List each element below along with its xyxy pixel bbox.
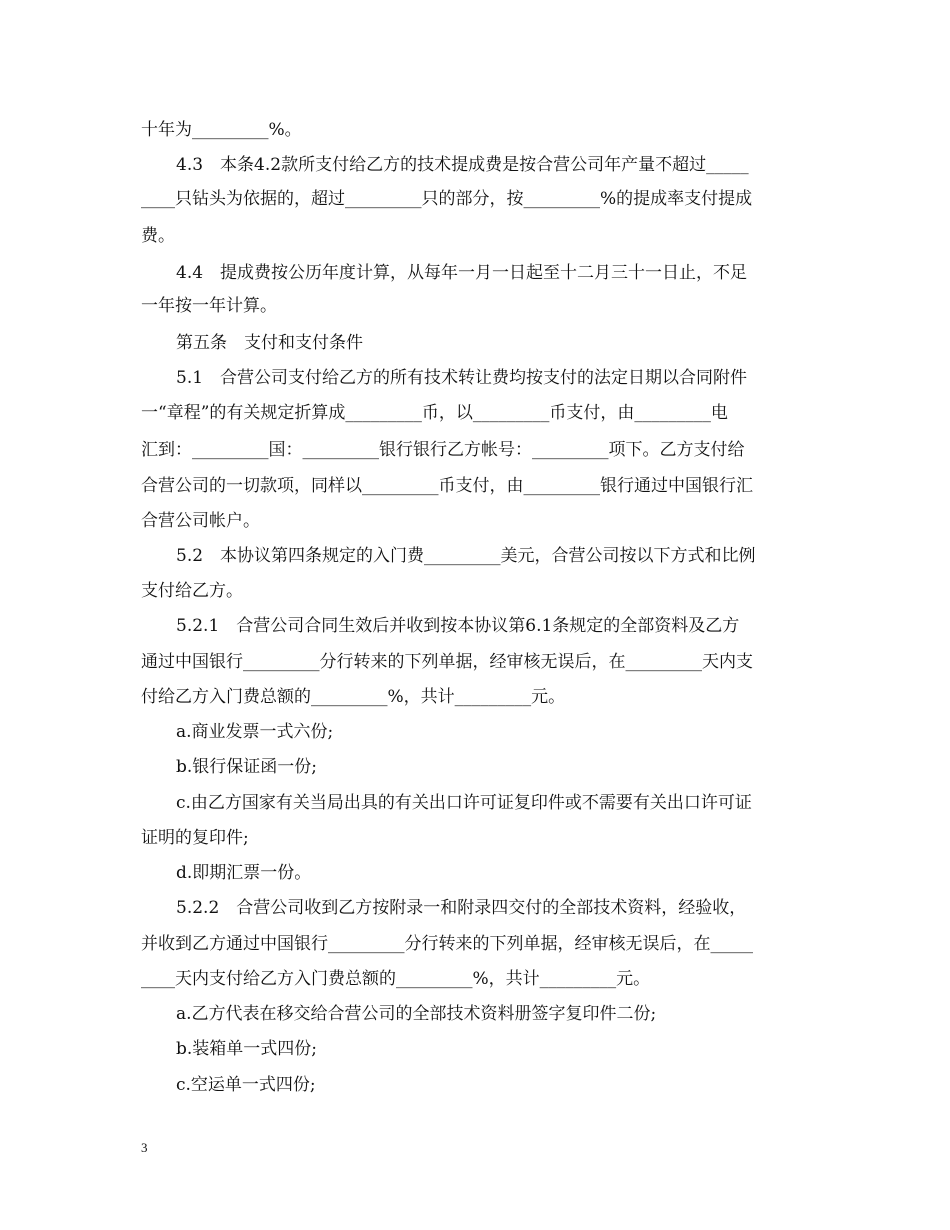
text-line: ____只钻头为依据的，超过_________只的部分，按_________%的提成率支付提成: [141, 189, 753, 209]
list-item: d.即期汇票一份。: [176, 863, 312, 883]
text-line: 汇到：_________国：_________银行银行乙方帐号：_________项下。乙方支付给: [141, 440, 745, 460]
page-number: 3: [141, 1140, 148, 1155]
list-item: b.装箱单一式四份;: [176, 1039, 318, 1059]
text-line: 费。: [141, 226, 175, 246]
text-line: 付给乙方入门费总额的_________%，共计_________元。: [141, 687, 566, 707]
text-line: 一“章程”的有关规定折算成_________币，以_________币支付，由_________电: [141, 403, 728, 423]
text-line: 十年为_________%。: [141, 120, 302, 140]
list-item: c.空运单一式四份;: [176, 1075, 316, 1095]
text-line: 合营公司的一切款项，同样以_________币支付，由_________银行通过中国银行汇: [141, 476, 753, 496]
list-item: a.乙方代表在移交给合营公司的全部技术资料册签字复印件二份;: [176, 1004, 657, 1024]
text-line: 支付给乙方。: [141, 581, 243, 601]
text-line: 证明的复印件;: [141, 828, 249, 848]
clause-5-2-1: 5.2.1 合营公司合同生效后并收到按本协议第6.1条规定的全部资料及乙方: [176, 616, 740, 636]
article-5-heading: 第五条 支付和支付条件: [176, 333, 363, 353]
clause-4-4: 4.4 提成费按公历年度计算，从每年一月一日起至十二月三十一日止，不足: [176, 263, 748, 283]
text-line: 并收到乙方通过中国银行_________分行转来的下列单据，经审核无误后，在_____: [141, 934, 753, 954]
clause-4-3: 4.3 本条4.2款所支付给乙方的技术提成费是按合营公司年产量不超过_____: [176, 155, 749, 175]
clause-5-2: 5.2 本协议第四条规定的入门费_________美元，合营公司按以下方式和比例: [176, 546, 756, 566]
text-line: 通过中国银行_________分行转来的下列单据，经审核无误后，在_________天内支: [141, 652, 753, 672]
list-item: a.商业发票一式六份;: [176, 722, 334, 742]
list-item: c.由乙方国家有关当局出具的有关出口许可证复印件或不需要有关出口许可证: [176, 793, 752, 813]
clause-5-1: 5.1 合营公司支付给乙方的所有技术转让费均按支付的法定日期以合同附件: [176, 368, 748, 388]
text-line: 合营公司帐户。: [141, 511, 260, 531]
list-item: b.银行保证函一份;: [176, 757, 318, 777]
text-line: 一年按一年计算。: [141, 296, 277, 316]
clause-5-2-2: 5.2.2 合营公司收到乙方按附录一和附录四交付的全部技术资料，经验收，: [176, 898, 747, 918]
text-line: ____天内支付给乙方入门费总额的_________%，共计_________元。: [141, 969, 651, 989]
